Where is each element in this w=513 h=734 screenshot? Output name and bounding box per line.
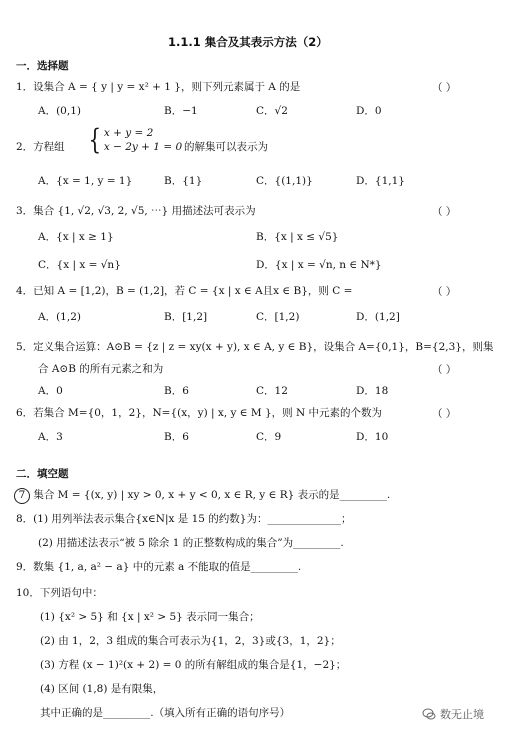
q2-equation-1: x + y = 2 (103, 127, 154, 139)
q4-option-b: B．[1,2] (164, 311, 208, 323)
q6-option-c: C．9 (256, 431, 282, 443)
q1-option-c: C．√2 (256, 105, 288, 117)
section-choice-heading: 一．选择题 (16, 60, 69, 72)
q6-option-d: D．10 (356, 431, 389, 443)
q3-option-d: D．{x | x = √n, n ∈ N*} (256, 259, 382, 271)
q10-statement-3: (3) 方程 (x − 1)²(x + 2) = 0 的所有解组成的集合是{1，−2}； (40, 659, 347, 671)
q10-stem: 10．下列语句中： (16, 587, 103, 599)
q2-suffix: 的解集可以表示为 (184, 141, 268, 153)
q6-answer-paren: （ ） (432, 408, 457, 420)
q5-option-a: A．0 (38, 385, 63, 397)
q10-statement-2: (2) 由 1，2，3 组成的集合可表示为{1，2，3}或{3，1，2}； (40, 635, 341, 647)
q3-option-b: B．{x | x ≤ √5} (256, 231, 339, 243)
q7-text: 集合 M = {(x, y) | xy > 0, x + y < 0, x ∈ R, y ∈ R} 表示的是_________. (33, 489, 391, 501)
q4-option-d: D．(1,2] (356, 311, 400, 323)
chat-bubble-icon (422, 707, 436, 721)
section-fill-heading: 二．填空题 (16, 468, 69, 480)
q3-option-c: C．{x | x = √n} (38, 259, 121, 271)
q10-statement-4: (4) 区间 (1,8) 是有限集， (40, 683, 164, 695)
q5-option-c: C．12 (256, 385, 288, 397)
q5-stem-line2: 合 A⊙B 的所有元素之和为 (38, 363, 164, 375)
q6-stem: 6．若集合 M={0，1，2}，N={(x，y) | x, y ∈ M }，则 N 中元素的个数为 (16, 407, 383, 419)
page-title: 1.1.1 集合及其表示方法（2） (168, 35, 328, 49)
q5-option-b: B．6 (164, 385, 189, 397)
q4-option-a: A．(1,2) (38, 311, 81, 323)
q4-stem: 4．已知 A = [1,2)，B = (1,2]，若 C = {x | x ∈ A且x ∈ B}，则 C = (16, 285, 353, 297)
q3-option-a: A．{x | x ≥ 1} (38, 231, 114, 243)
q1-answer-paren: （ ） (432, 82, 457, 94)
q2-option-a: A．{x = 1, y = 1} (38, 175, 133, 187)
q6-option-a: A．3 (38, 431, 63, 443)
q2-option-c: C．{(1,1)} (256, 175, 313, 187)
q1-option-a: A．(0,1) (38, 105, 81, 117)
q2-prefix: 2．方程组 (16, 141, 65, 153)
q10-statement-1: (1) {x² > 5} 和 {x | x² > 5} 表示同一集合； (40, 611, 260, 623)
q7 (14, 488, 390, 504)
q2-option-d: D．{1,1} (356, 175, 405, 187)
q10-answer-line: 其中正确的是_________.（填入所有正确的语句序号） (40, 707, 291, 719)
q1-option-b: B．−1 (164, 105, 198, 117)
q4-option-c: C．[1,2) (256, 311, 300, 323)
circled-number-icon: 7 (14, 488, 30, 504)
q1-stem: 1．设集合 A = { y | y = x² + 1 }，则下列元素属于 A 的是 (16, 81, 301, 93)
watermark-text: 数无止境 (440, 708, 484, 721)
q3-answer-paren: （ ） (432, 206, 457, 218)
q2-equation-system (86, 123, 183, 156)
q6-option-b: B．6 (164, 431, 189, 443)
q2-equation-2: x − 2y + 1 = 0 (103, 141, 183, 153)
q4-answer-paren: （ ） (432, 286, 457, 298)
q5-option-d: D．18 (356, 385, 389, 397)
q9-text: 9．数集 {1, a, a² − a} 中的元素 a 不能取的值是_________. (16, 561, 302, 573)
left-brace-icon: { (88, 123, 102, 156)
watermark (422, 706, 484, 722)
q5-answer-paren: （ ） (432, 364, 457, 376)
q8-line2: (2) 用描述法表示“被 5 除余 1 的正整数构成的集合”为_________. (38, 537, 344, 549)
q8-line1: 8．(1) 用列举法表示集合{x∈N|x 是 15 的约数}为：______________； (16, 513, 352, 525)
q2-option-b: B．{1} (164, 175, 203, 187)
q3-stem: 3．集合 {1, √2, √3, 2, √5, ⋯} 用描述法可表示为 (16, 205, 256, 217)
q1-option-d: D．0 (356, 105, 382, 117)
q5-stem-line1: 5．定义集合运算：A⊙B = {z | z = xy(x + y), x ∈ A, y ∈ B}，设集合 A={0,1}，B={2,3}，则集 (16, 341, 494, 353)
